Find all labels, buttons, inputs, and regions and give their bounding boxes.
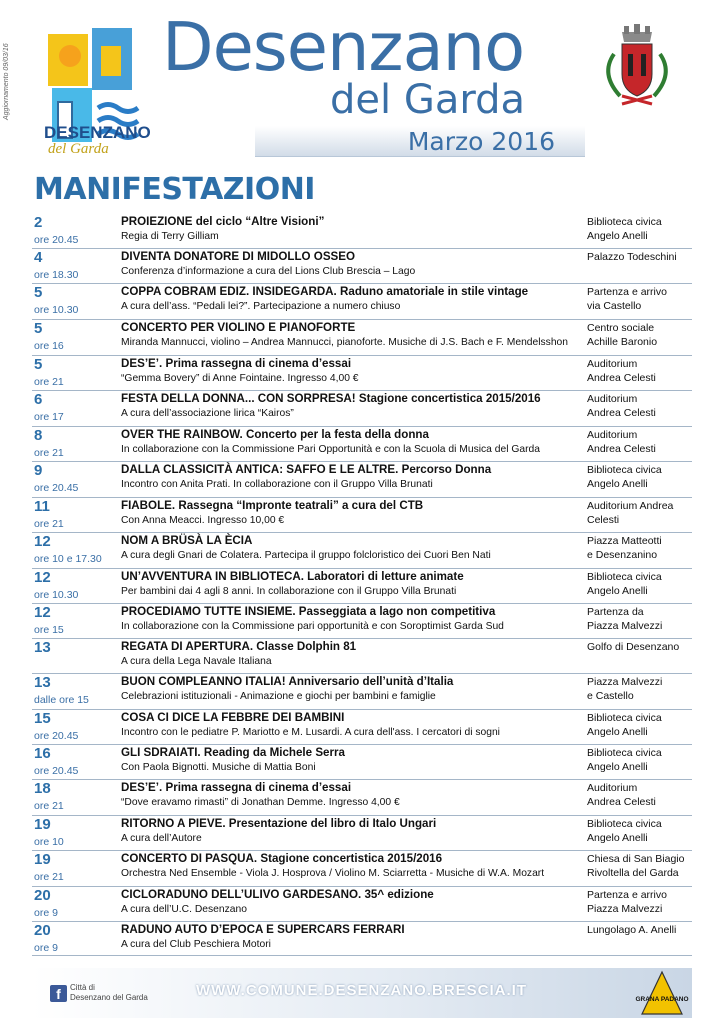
event-description: Miranda Mannucci, violino – Andrea Mannucci, pianoforte. Musiche di J.S. Bach e F. Mendelsshon	[121, 337, 569, 348]
event-title: OVER THE RAINBOW. Concerto per la festa della donna	[121, 428, 429, 441]
facebook-label-line2: Desenzano del Garda	[70, 993, 148, 1002]
event-title: DIVENTA DONATORE DI MIDOLLO OSSEO	[121, 250, 356, 263]
event-location-line2: Piazza Malvezzi	[587, 903, 663, 915]
page-title: Desenzano	[162, 8, 525, 86]
event-time: ore 9	[34, 942, 58, 954]
event-description: A cura dell’ass. “Pedali lei?”. Partecipazione a numero chiuso	[121, 301, 401, 312]
facebook-page-label[interactable]	[70, 983, 148, 1003]
event-location-line1: Biblioteca civica	[587, 464, 662, 476]
event-day: 5	[34, 356, 43, 373]
event-row	[32, 427, 692, 462]
event-location-line1: Partenza e arrivo	[587, 889, 667, 901]
event-title: DES’E’. Prima rassegna di cinema d’essai	[121, 357, 352, 370]
event-time: ore 20.45	[34, 765, 79, 777]
event-location-line1: Auditorium	[587, 429, 638, 441]
event-description: A cura della Lega Navale Italiana	[121, 656, 272, 667]
event-location-line1: Partenza e arrivo	[587, 286, 667, 298]
event-location-line2: Angelo Anelli	[587, 761, 648, 773]
event-location-line2: Andrea Celesti	[587, 407, 656, 419]
event-title: UN’AVVENTURA IN BIBLIOTECA. Laboratori di letture animate	[121, 570, 464, 583]
event-row	[32, 569, 692, 604]
event-title: COPPA COBRAM EDIZ. INSIDEGARDA. Raduno amatoriale in stile vintage	[121, 285, 529, 298]
update-note: Aggiornamento 09/03/16	[3, 43, 10, 120]
event-location-line1: Biblioteca civica	[587, 712, 662, 724]
event-description: “Gemma Bovery” di Anne Fointaine. Ingresso 4,00 €	[121, 373, 359, 384]
coat-of-arms-icon	[592, 24, 682, 114]
event-time: ore 17	[34, 411, 64, 423]
event-location-line2: Piazza Malvezzi	[587, 620, 663, 632]
event-time: ore 21	[34, 447, 64, 459]
event-time: ore 10.30	[34, 589, 79, 601]
event-row	[32, 604, 692, 639]
event-row	[32, 922, 692, 956]
event-title: CICLORADUNO DELL’ULIVO GARDESANO. 35^ edizione	[121, 888, 434, 901]
event-location-line2: Angelo Anelli	[587, 726, 648, 738]
event-title: GLI SDRAIATI. Reading da Michele Serra	[121, 746, 345, 759]
event-description: Incontro con le pediatre P. Mariotto e M. Lusardi. A cura dell'ass. I cercatori di sogni	[121, 727, 500, 738]
event-title: PROIEZIONE del ciclo “Altre Visioni”	[121, 215, 325, 228]
facebook-label-line1: Città di	[70, 983, 95, 992]
event-location-line1: Biblioteca civica	[587, 216, 662, 228]
event-day: 12	[34, 533, 51, 550]
event-location-line1: Auditorium	[587, 782, 638, 794]
event-row	[32, 284, 692, 320]
event-description: Orchestra Ned Ensemble - Viola J. Hosprova / Violino M. Sciarretta - Musiche di W.A. Mozart	[121, 868, 545, 879]
event-time: ore 10 e 17.30	[34, 553, 102, 565]
event-location-line1: Centro sociale	[587, 322, 655, 334]
event-title: PROCEDIAMO TUTTE INSIEME. Passeggiata a lago non competitiva	[121, 605, 496, 618]
event-day: 20	[34, 922, 51, 939]
event-location-line1: Lungolago A. Anelli	[587, 924, 677, 936]
event-day: 11	[34, 498, 50, 515]
event-time: ore 21	[34, 800, 64, 812]
event-time: ore 21	[34, 376, 64, 388]
event-row	[32, 214, 692, 249]
event-description: In collaborazione con la Commissione pari opportunità e con Soroptimist Garda Sud	[121, 621, 504, 632]
page-subtitle: del Garda	[330, 77, 525, 123]
event-row	[32, 851, 692, 887]
event-location-line2: e Castello	[587, 690, 634, 702]
event-location-line2: e Desenzanino	[587, 549, 658, 561]
event-day: 2	[34, 214, 43, 231]
event-row	[32, 498, 692, 533]
event-day: 13	[34, 639, 51, 656]
event-day: 12	[34, 569, 51, 586]
event-title: NOM A BRÜSÀ LA ÈCIA	[121, 534, 253, 547]
event-row	[32, 391, 692, 427]
event-description: Celebrazioni istituzionali - Animazione e giochi per bambini e famiglie	[121, 691, 436, 702]
event-row	[32, 780, 692, 816]
event-location-line1: Auditorium Andrea	[587, 500, 674, 512]
event-description: Con Paola Bignotti. Musiche di Mattia Boni	[121, 762, 316, 773]
event-day: 16	[34, 745, 51, 762]
event-row	[32, 674, 692, 710]
footer	[32, 968, 692, 1018]
event-description: A cura dell’associazione lirica “Kairos”	[121, 408, 294, 419]
event-day: 4	[34, 249, 43, 266]
event-time: ore 15	[34, 624, 64, 636]
event-time: ore 9	[34, 907, 58, 919]
event-location-line2: Andrea Celesti	[587, 443, 656, 455]
event-description: A cura del Club Peschiera Motori	[121, 939, 271, 950]
event-day: 5	[34, 284, 43, 301]
event-location-line2: Celesti	[587, 514, 620, 526]
event-title: CONCERTO DI PASQUA. Stagione concertistica 2015/2016	[121, 852, 443, 865]
event-title: CONCERTO PER VIOLINO E PIANOFORTE	[121, 321, 356, 334]
events-list	[32, 214, 692, 956]
section-title: MANIFESTAZIONI	[34, 172, 315, 207]
event-day: 9	[34, 462, 43, 479]
event-location-line1: Chiesa di San Biagio	[587, 853, 685, 865]
event-time: ore 10.30	[34, 304, 79, 316]
desenzano-logo	[44, 26, 156, 158]
event-row	[32, 462, 692, 498]
event-location-line1: Piazza Malvezzi	[587, 676, 663, 688]
event-title: REGATA DI APERTURA. Classe Dolphin 81	[121, 640, 357, 653]
event-row	[32, 320, 692, 356]
event-description: Con Anna Meacci. Ingresso 10,00 €	[121, 515, 285, 526]
event-title: BUON COMPLEANNO ITALIA! Anniversario dell’unità d’Italia	[121, 675, 454, 688]
event-day: 12	[34, 604, 51, 621]
event-description: Incontro con Anita Prati. In collaborazione con il Gruppo Villa Brunati	[121, 479, 433, 490]
event-description: Regia di Terry Gilliam	[121, 231, 219, 242]
event-time: dalle ore 15	[34, 694, 89, 706]
event-time: ore 10	[34, 836, 64, 848]
event-time: ore 16	[34, 340, 64, 352]
event-location-line1: Biblioteca civica	[587, 818, 662, 830]
event-location-line1: Golfo di Desenzano	[587, 641, 680, 653]
website-link[interactable]: WWW.COMUNE.DESENZANO.BRESCIA.IT	[196, 982, 527, 999]
event-title: RITORNO A PIEVE. Presentazione del libro di Italo Ungari	[121, 817, 437, 830]
event-description: A cura dell’Autore	[121, 833, 202, 844]
event-description: Per bambini dai 4 agli 8 anni. In collaborazione con il Gruppo Villa Brunati	[121, 586, 457, 597]
event-title: FESTA DELLA DONNA... CON SORPRESA! Stagione concertistica 2015/2016	[121, 392, 541, 405]
event-description: Conferenza d’informazione a cura del Lions Club Brescia – Lago	[121, 266, 416, 277]
event-title: RADUNO AUTO D’EPOCA E SUPERCARS FERRARI	[121, 923, 405, 936]
event-title: FIABOLE. Rassegna “Impronte teatrali” a cura del CTB	[121, 499, 424, 512]
event-location-line1: Auditorium	[587, 393, 638, 405]
event-row	[32, 745, 692, 780]
event-time: ore 20.45	[34, 730, 79, 742]
facebook-icon[interactable]: f	[50, 985, 67, 1002]
event-day: 15	[34, 710, 51, 727]
event-day: 5	[34, 320, 43, 337]
event-description: A cura degli Gnari de Colatera. Partecipa il gruppo folcloristico dei Cuori Ben Nati	[121, 550, 491, 561]
event-row	[32, 816, 692, 851]
event-day: 6	[34, 391, 43, 408]
event-location-line2: Achille Baronio	[587, 336, 658, 348]
event-location-line1: Palazzo Todeschini	[587, 251, 677, 263]
event-location-line2: Angelo Anelli	[587, 585, 648, 597]
event-location-line2: Angelo Anelli	[587, 832, 648, 844]
event-row	[32, 639, 692, 674]
month-label: Marzo 2016	[407, 127, 555, 156]
event-description: In collaborazione con la Commissione Pari Opportunità e con la Scuola di Musica del Garda	[121, 444, 540, 455]
event-day: 18	[34, 780, 51, 797]
event-location-line1: Piazza Matteotti	[587, 535, 662, 547]
event-location-line1: Partenza da	[587, 606, 644, 618]
event-day: 13	[34, 674, 51, 691]
event-day: 8	[34, 427, 43, 444]
event-row	[32, 356, 692, 391]
event-time: ore 18.30	[34, 269, 79, 281]
event-title: COSA CI DICE LA FEBBRE DEI BAMBINI	[121, 711, 345, 724]
event-time: ore 20.45	[34, 234, 79, 246]
event-location-line2: Rivoltella del Garda	[587, 867, 679, 879]
event-location-line2: Andrea Celesti	[587, 796, 656, 808]
event-location-line2: Angelo Anelli	[587, 478, 648, 490]
event-location-line1: Biblioteca civica	[587, 571, 662, 583]
event-location-line1: Biblioteca civica	[587, 747, 662, 759]
grana-padano-text: GRANA PADANO	[635, 996, 689, 1003]
event-time: ore 20.45	[34, 482, 79, 494]
event-time: ore 21	[34, 871, 64, 883]
event-time: ore 21	[34, 518, 64, 530]
event-location-line2: Andrea Celesti	[587, 372, 656, 384]
logo-text-main: DESENZANO	[44, 123, 151, 142]
event-row	[32, 249, 692, 284]
event-day: 20	[34, 887, 51, 904]
event-description: “Dove eravamo rimasti” di Jonathan Demme. Ingresso 4,00 €	[121, 797, 400, 808]
event-title: DALLA CLASSICITÀ ANTICA: SAFFO E LE ALTRE. Percorso Donna	[121, 463, 492, 476]
event-day: 19	[34, 851, 51, 868]
event-day: 19	[34, 816, 51, 833]
event-row	[32, 710, 692, 745]
event-title: DES’E’. Prima rassegna di cinema d’essai	[121, 781, 352, 794]
event-location-line1: Auditorium	[587, 358, 638, 370]
event-location-line2: Angelo Anelli	[587, 230, 648, 242]
event-row	[32, 533, 692, 569]
event-row	[32, 887, 692, 922]
event-location-line2: via Castello	[587, 300, 642, 312]
logo-text-sub: del Garda	[48, 141, 109, 157]
month-banner	[255, 126, 585, 157]
event-description: A cura dell’U.C. Desenzano	[121, 904, 247, 915]
grana-padano-logo	[635, 970, 689, 1016]
